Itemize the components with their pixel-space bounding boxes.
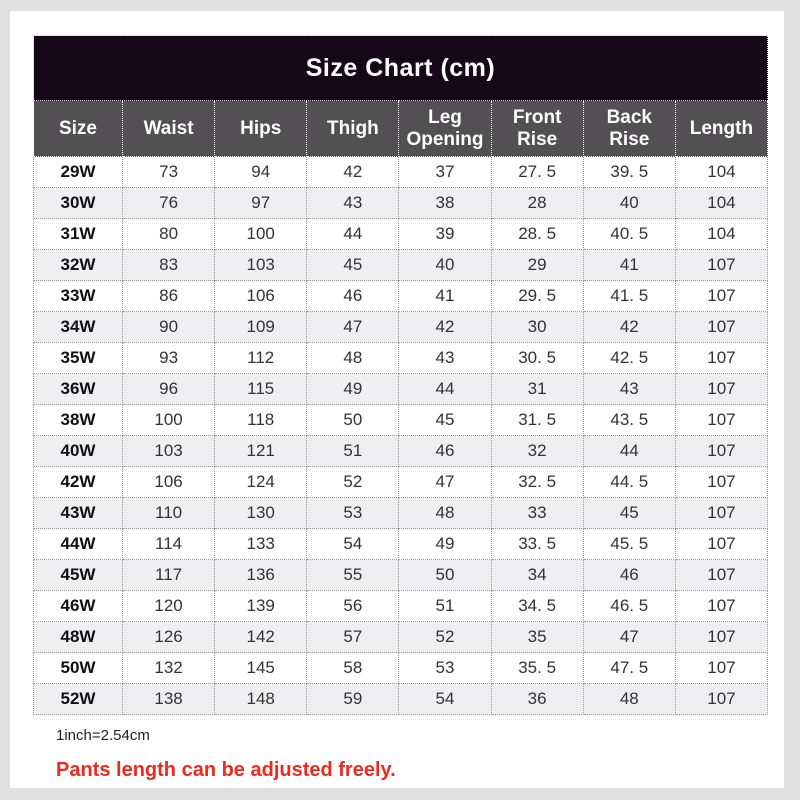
value-cell: 103: [123, 436, 215, 467]
table-row: [34, 343, 768, 374]
size-chart-content: [10, 11, 784, 782]
value-cell: 107: [675, 250, 767, 281]
table-row: [34, 250, 768, 281]
value-cell: 52: [399, 622, 491, 653]
size-cell: 36W: [34, 374, 123, 405]
value-cell: 118: [215, 405, 307, 436]
value-cell: 46. 5: [583, 591, 675, 622]
value-cell: 107: [675, 467, 767, 498]
value-cell: 94: [215, 157, 307, 188]
size-cell: 38W: [34, 405, 123, 436]
value-cell: 30. 5: [491, 343, 583, 374]
value-cell: 130: [215, 498, 307, 529]
value-cell: 110: [123, 498, 215, 529]
value-cell: 28: [491, 188, 583, 219]
value-cell: 46: [399, 436, 491, 467]
value-cell: 33: [491, 498, 583, 529]
size-cell: 46W: [34, 591, 123, 622]
value-cell: 58: [307, 653, 399, 684]
value-cell: 112: [215, 343, 307, 374]
value-cell: 57: [307, 622, 399, 653]
value-cell: 45: [307, 250, 399, 281]
table-title: Size Chart (cm): [34, 36, 768, 101]
table-row: [34, 653, 768, 684]
value-cell: 43: [583, 374, 675, 405]
column-header-cell: Back Rise: [583, 101, 675, 157]
size-cell: 32W: [34, 250, 123, 281]
value-cell: 44: [307, 219, 399, 250]
value-cell: 145: [215, 653, 307, 684]
value-cell: 37: [399, 157, 491, 188]
value-cell: 47. 5: [583, 653, 675, 684]
table-row: [34, 498, 768, 529]
value-cell: 107: [675, 312, 767, 343]
value-cell: 76: [123, 188, 215, 219]
value-cell: 31. 5: [491, 405, 583, 436]
value-cell: 45: [583, 498, 675, 529]
size-cell: 30W: [34, 188, 123, 219]
value-cell: 31: [491, 374, 583, 405]
value-cell: 107: [675, 529, 767, 560]
size-cell: 45W: [34, 560, 123, 591]
value-cell: 107: [675, 436, 767, 467]
value-cell: 54: [307, 529, 399, 560]
value-cell: 28. 5: [491, 219, 583, 250]
value-cell: 48: [399, 498, 491, 529]
value-cell: 121: [215, 436, 307, 467]
value-cell: 107: [675, 343, 767, 374]
column-header-cell: Waist: [123, 101, 215, 157]
value-cell: 55: [307, 560, 399, 591]
value-cell: 107: [675, 684, 767, 715]
value-cell: 109: [215, 312, 307, 343]
value-cell: 106: [215, 281, 307, 312]
value-cell: 49: [399, 529, 491, 560]
value-cell: 41. 5: [583, 281, 675, 312]
size-cell: 52W: [34, 684, 123, 715]
value-cell: 42. 5: [583, 343, 675, 374]
value-cell: 47: [399, 467, 491, 498]
value-cell: 54: [399, 684, 491, 715]
size-table-body: [34, 157, 768, 715]
value-cell: 126: [123, 622, 215, 653]
value-cell: 73: [123, 157, 215, 188]
value-cell: 107: [675, 653, 767, 684]
value-cell: 106: [123, 467, 215, 498]
table-row: [34, 622, 768, 653]
table-row: [34, 374, 768, 405]
value-cell: 107: [675, 374, 767, 405]
value-cell: 29. 5: [491, 281, 583, 312]
size-cell: 44W: [34, 529, 123, 560]
value-cell: 41: [399, 281, 491, 312]
value-cell: 59: [307, 684, 399, 715]
value-cell: 114: [123, 529, 215, 560]
value-cell: 124: [215, 467, 307, 498]
content-card: [10, 11, 784, 788]
value-cell: 53: [307, 498, 399, 529]
table-row: [34, 188, 768, 219]
value-cell: 27. 5: [491, 157, 583, 188]
value-cell: 43: [307, 188, 399, 219]
table-row: [34, 467, 768, 498]
column-header-cell: Hips: [215, 101, 307, 157]
value-cell: 36: [491, 684, 583, 715]
value-cell: 104: [675, 219, 767, 250]
value-cell: 42: [583, 312, 675, 343]
value-cell: 43: [399, 343, 491, 374]
value-cell: 115: [215, 374, 307, 405]
table-row: [34, 560, 768, 591]
value-cell: 148: [215, 684, 307, 715]
size-cell: 48W: [34, 622, 123, 653]
value-cell: 107: [675, 622, 767, 653]
value-cell: 51: [307, 436, 399, 467]
value-cell: 86: [123, 281, 215, 312]
value-cell: 45. 5: [583, 529, 675, 560]
value-cell: 32. 5: [491, 467, 583, 498]
value-cell: 107: [675, 405, 767, 436]
column-header-cell: Leg Opening: [399, 101, 491, 157]
column-header-cell: Length: [675, 101, 767, 157]
value-cell: 136: [215, 560, 307, 591]
size-chart-table: [33, 35, 768, 715]
size-cell: 40W: [34, 436, 123, 467]
value-cell: 40: [583, 188, 675, 219]
column-header-cell: Front Rise: [491, 101, 583, 157]
column-header-cell: Thigh: [307, 101, 399, 157]
value-cell: 100: [123, 405, 215, 436]
value-cell: 30: [491, 312, 583, 343]
value-cell: 49: [307, 374, 399, 405]
value-cell: 120: [123, 591, 215, 622]
value-cell: 44. 5: [583, 467, 675, 498]
value-cell: 51: [399, 591, 491, 622]
value-cell: 29: [491, 250, 583, 281]
value-cell: 100: [215, 219, 307, 250]
value-cell: 107: [675, 498, 767, 529]
size-cell: 29W: [34, 157, 123, 188]
value-cell: 138: [123, 684, 215, 715]
value-cell: 38: [399, 188, 491, 219]
value-cell: 139: [215, 591, 307, 622]
size-cell: 33W: [34, 281, 123, 312]
value-cell: 50: [307, 405, 399, 436]
value-cell: 40. 5: [583, 219, 675, 250]
value-cell: 96: [123, 374, 215, 405]
size-cell: 34W: [34, 312, 123, 343]
title-row: [34, 36, 768, 101]
value-cell: 132: [123, 653, 215, 684]
value-cell: 103: [215, 250, 307, 281]
value-cell: 32: [491, 436, 583, 467]
value-cell: 52: [307, 467, 399, 498]
value-cell: 40: [399, 250, 491, 281]
value-cell: 90: [123, 312, 215, 343]
value-cell: 33. 5: [491, 529, 583, 560]
value-cell: 107: [675, 591, 767, 622]
value-cell: 56: [307, 591, 399, 622]
value-cell: 45: [399, 405, 491, 436]
table-row: [34, 436, 768, 467]
value-cell: 34: [491, 560, 583, 591]
value-cell: 41: [583, 250, 675, 281]
table-row: [34, 529, 768, 560]
value-cell: 80: [123, 219, 215, 250]
value-cell: 104: [675, 188, 767, 219]
value-cell: 83: [123, 250, 215, 281]
table-row: [34, 591, 768, 622]
column-header-row: [34, 101, 768, 157]
value-cell: 39. 5: [583, 157, 675, 188]
value-cell: 42: [307, 157, 399, 188]
table-row: [34, 219, 768, 250]
value-cell: 39: [399, 219, 491, 250]
column-header-cell: Size: [34, 101, 123, 157]
value-cell: 35: [491, 622, 583, 653]
value-cell: 46: [307, 281, 399, 312]
value-cell: 97: [215, 188, 307, 219]
adjustment-note: Pants length can be adjusted freely.: [56, 759, 396, 781]
value-cell: 50: [399, 560, 491, 591]
value-cell: 44: [583, 436, 675, 467]
conversion-note: 1inch=2.54cm: [56, 727, 150, 744]
size-cell: 43W: [34, 498, 123, 529]
value-cell: 142: [215, 622, 307, 653]
size-cell: 50W: [34, 653, 123, 684]
value-cell: 47: [583, 622, 675, 653]
table-row: [34, 405, 768, 436]
value-cell: 107: [675, 281, 767, 312]
size-cell: 31W: [34, 219, 123, 250]
value-cell: 104: [675, 157, 767, 188]
value-cell: 117: [123, 560, 215, 591]
value-cell: 47: [307, 312, 399, 343]
value-cell: 44: [399, 374, 491, 405]
size-cell: 35W: [34, 343, 123, 374]
table-row: [34, 281, 768, 312]
value-cell: 93: [123, 343, 215, 374]
value-cell: 43. 5: [583, 405, 675, 436]
table-row: [34, 312, 768, 343]
value-cell: 35. 5: [491, 653, 583, 684]
value-cell: 53: [399, 653, 491, 684]
value-cell: 133: [215, 529, 307, 560]
value-cell: 34. 5: [491, 591, 583, 622]
value-cell: 107: [675, 560, 767, 591]
value-cell: 48: [583, 684, 675, 715]
table-row: [34, 157, 768, 188]
table-row: [34, 684, 768, 715]
size-cell: 42W: [34, 467, 123, 498]
value-cell: 42: [399, 312, 491, 343]
value-cell: 46: [583, 560, 675, 591]
value-cell: 48: [307, 343, 399, 374]
